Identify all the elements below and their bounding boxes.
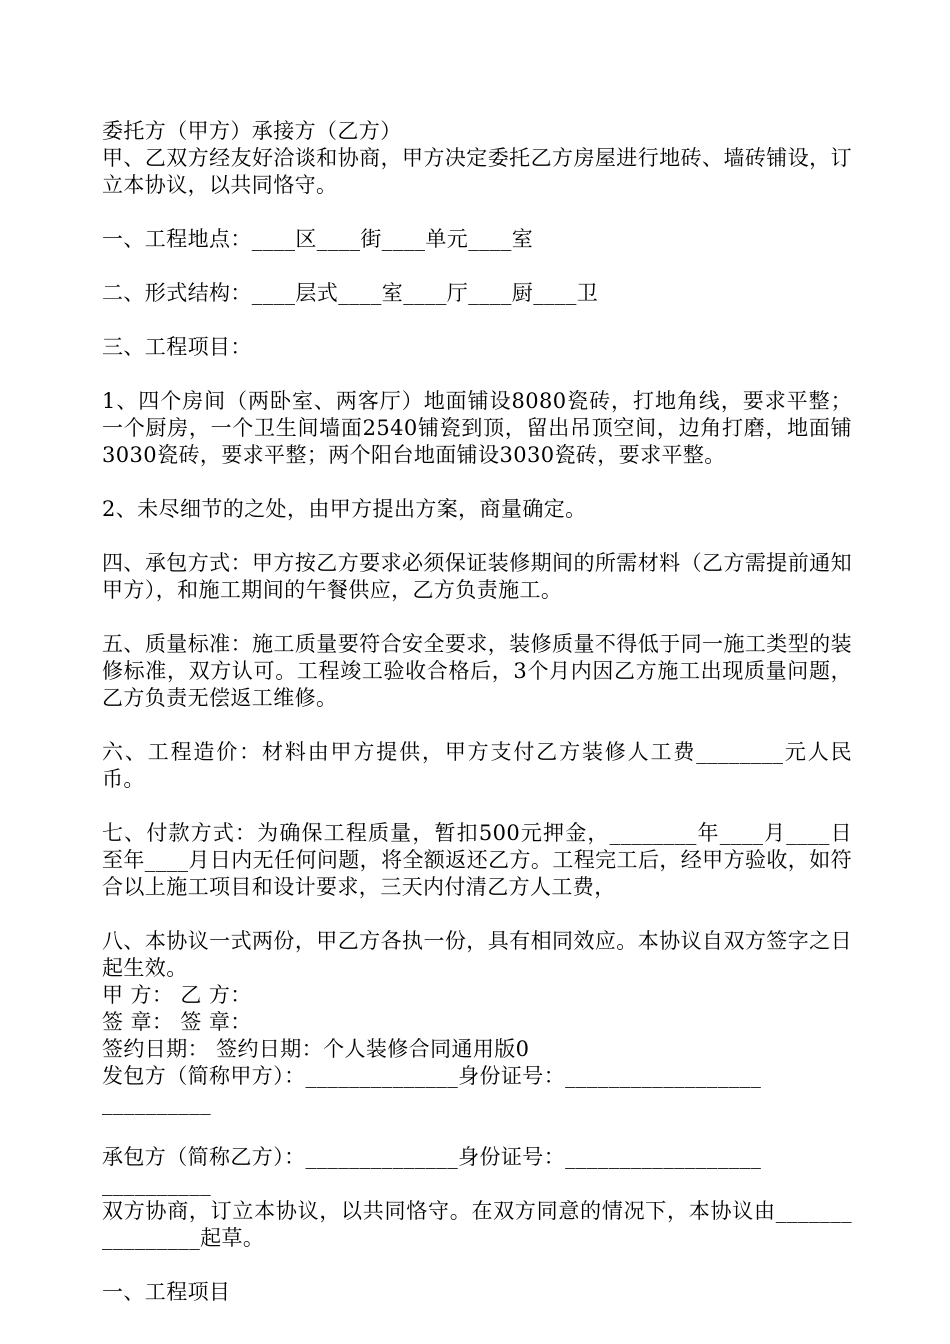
section-structure: 二、形式结构：____层式____室____厅____厨____卫 [102,281,599,305]
section-item-2: 2、未尽细节的之处，由甲方提出方案，商量确定。 [102,497,587,521]
section-b-title: 一、工程项目 [102,1280,231,1304]
signature-date: 签约日期： 签约日期：个人装修合同通用版0 [102,1037,530,1061]
section-price: 六、工程造价：材料由甲方提供，甲方支付乙方装修人工费________元人民币。 [102,740,852,791]
section-quality-standard: 五、质量标准：施工质量要符合安全要求，装修质量不得低于同一施工类型的装修标准，双方认可。工程竣工验收合格后，3个月内因乙方施工出现质量问题，乙方负责无偿返工维修。 [102,632,852,710]
section-location: 一、工程地点：____区____街____单元____室 [102,227,534,251]
section-payment: 七、付款方式：为确保工程质量，暂扣500元押金，________年____月____日至年____月日内无任何问题，将全额返还乙方。工程完工后，经甲方验收，如符合以上施工项目和设计要求，三天内付清乙方人工费， [102,821,852,899]
contract-document [102,118,852,1306]
signature-seal: 签 章： 签 章： [102,1010,252,1034]
section-items-title: 三、工程项目： [102,335,252,359]
section-contract-method: 四、承包方式：甲方按乙方要求必须保证装修期间的所需材料（乙方需提前通知甲方），和施工期间的午餐供应，乙方负责施工。 [102,551,852,602]
contractor-a-line-continued: __________ [102,1091,211,1115]
contractor-b-line-continued: __________ [102,1172,211,1196]
parties-header: 委托方（甲方）承接方（乙方） [102,119,402,143]
contractor-b-line: 承包方（简称乙方）：______________身份证号：__________________ [102,1145,762,1169]
contractor-a-line: 发包方（简称甲方）：______________身份证号：__________________ [102,1064,762,1088]
intro-paragraph: 甲、乙双方经友好洽谈和协商，甲方决定委托乙方房屋进行地砖、墙砖铺设，订立本协议，以共同恪守。 [102,146,852,197]
negotiation-paragraph: 双方协商，订立本协议，以共同恪守。在双方同意的情况下，本协议由________________起草。 [102,1199,852,1250]
section-copies: 八、本协议一式两份，甲乙方各执一份，具有相同效应。本协议自双方签字之日起生效。 [102,929,852,980]
signature-parties: 甲 方： 乙 方： [102,983,252,1007]
section-item-1: 1、四个房间（两卧室、两客厅）地面铺设8080瓷砖，打地角线，要求平整；一个厨房，一个卫生间墙面2540铺瓷到顶，留出吊顶空间，边角打磨，地面铺3030瓷砖，要求平整；两个阳台地面铺设3030瓷砖，要求平整。 [102,389,852,467]
